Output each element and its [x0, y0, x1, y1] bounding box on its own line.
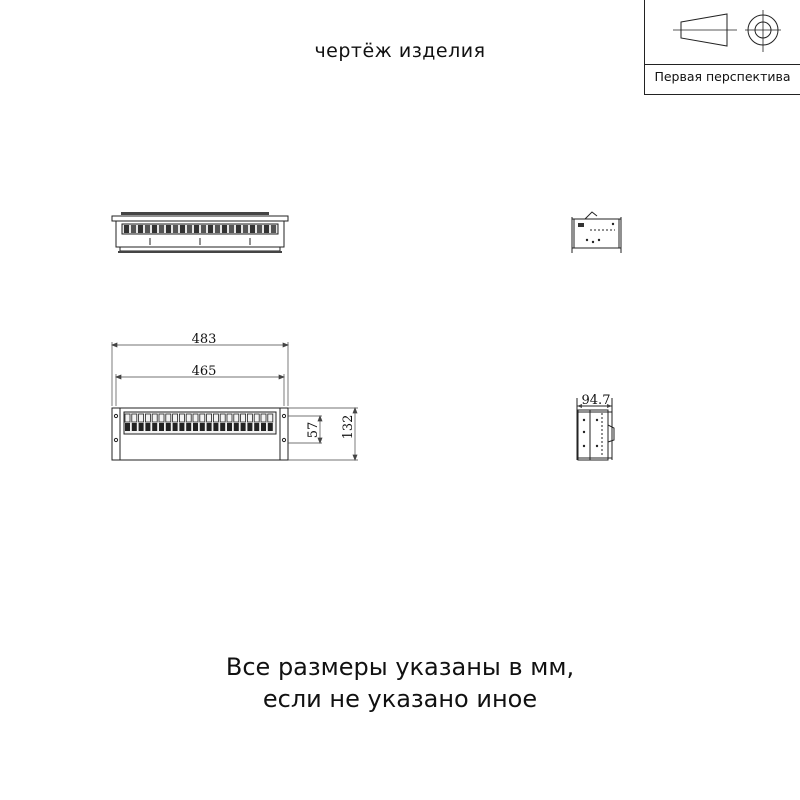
terminal-mark [173, 423, 178, 431]
units-note-line2: если не указано иное [262, 685, 538, 713]
terminal-mark [236, 225, 241, 233]
terminal-mark [208, 225, 213, 233]
terminal-mark [132, 423, 137, 431]
terminal-mark [173, 225, 178, 233]
terminal-mark [200, 423, 205, 431]
dimension-label-132: 132 [341, 414, 356, 440]
front-view [112, 408, 288, 460]
terminal-mark [180, 225, 185, 233]
side-view-top [572, 212, 621, 253]
units-note [0, 651, 800, 715]
terminal-mark [243, 225, 248, 233]
terminal-mark [220, 423, 225, 431]
terminal-mark [227, 423, 232, 431]
terminal-mark [166, 225, 171, 233]
terminal-mark [229, 225, 234, 233]
terminal-mark [201, 225, 206, 233]
terminal-mark [254, 423, 259, 431]
units-note-line1: Все размеры указаны в мм, [225, 653, 575, 681]
dimension-label-depth: 94.7 [581, 393, 611, 408]
terminal-mark [241, 423, 246, 431]
terminal-mark [222, 225, 227, 233]
terminal-mark [152, 423, 157, 431]
terminal-mark [159, 423, 164, 431]
terminal-mark [131, 225, 136, 233]
terminal-mark [257, 225, 262, 233]
dimension-label-483: 483 [191, 332, 217, 347]
terminal-mark [264, 225, 269, 233]
terminal-mark [145, 423, 150, 431]
terminal-mark [271, 225, 276, 233]
terminal-mark [247, 423, 252, 431]
terminal-mark [145, 225, 150, 233]
terminal-mark [138, 225, 143, 233]
terminal-mark [250, 225, 255, 233]
dimension-label-57: 57 [306, 421, 321, 439]
terminal-mark [234, 423, 239, 431]
terminal-mark [268, 423, 273, 431]
terminal-mark [124, 225, 129, 233]
dimension-label-465: 465 [191, 364, 217, 379]
top-view [112, 212, 288, 253]
drawing-title: чертёж изделия [314, 40, 486, 62]
terminal-mark [215, 225, 220, 233]
terminal-mark [152, 225, 157, 233]
terminal-mark [213, 423, 218, 431]
terminal-mark [186, 423, 191, 431]
terminal-mark [193, 423, 198, 431]
terminal-mark [159, 225, 164, 233]
terminal-mark [194, 225, 199, 233]
terminal-mark [139, 423, 144, 431]
terminal-mark [166, 423, 171, 431]
terminal-mark [187, 225, 192, 233]
terminal-mark [261, 423, 266, 431]
projection-label: Первая перспектива [654, 69, 791, 84]
terminal-mark [207, 423, 212, 431]
terminal-mark [125, 423, 130, 431]
terminal-mark [179, 423, 184, 431]
